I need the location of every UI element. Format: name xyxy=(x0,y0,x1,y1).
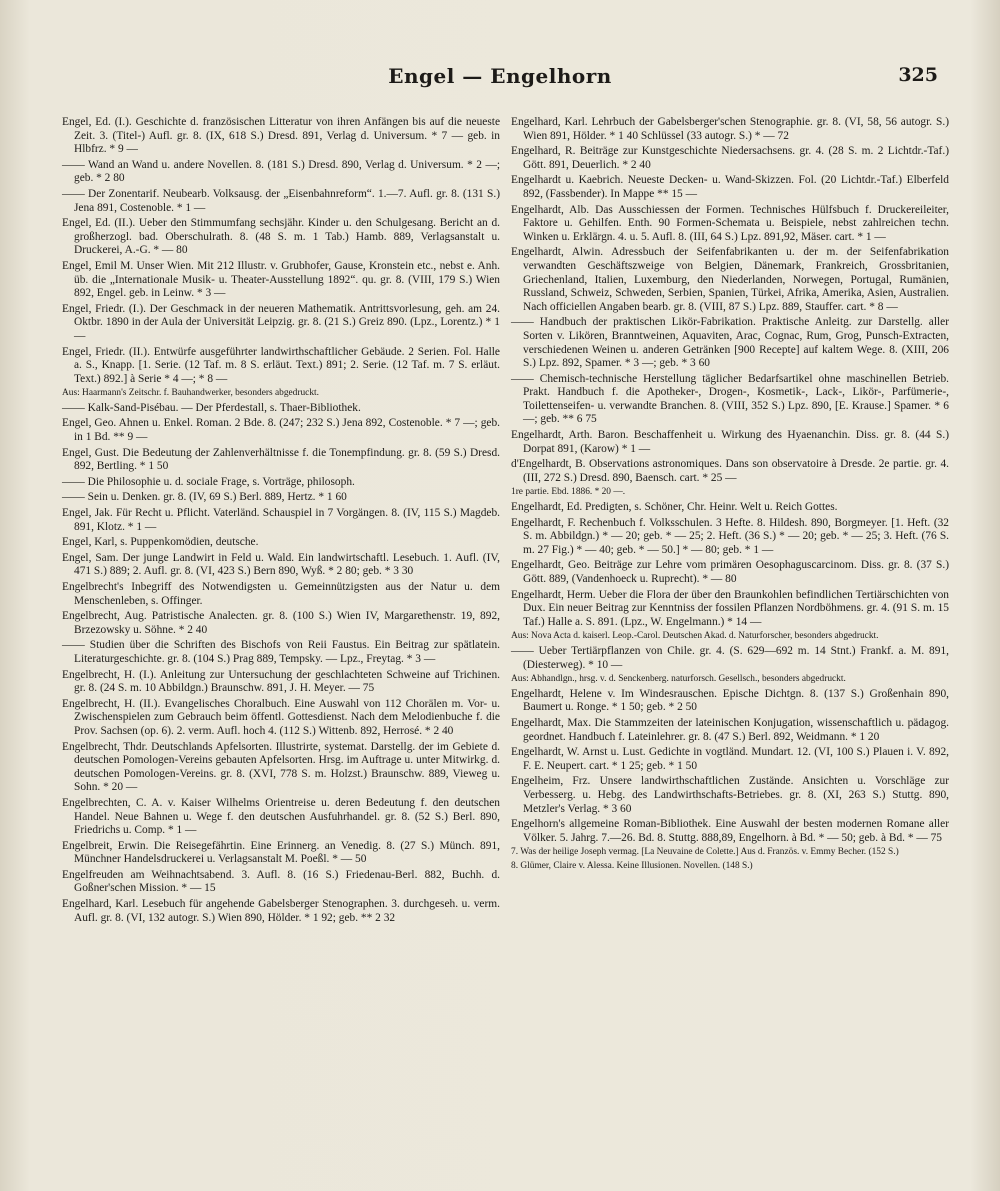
bibliography-entry: —— Chemisch-technische Herstellung täglicher Bedarfsartikel ohne maschinellen Betrieb. Prakt. Handbuch f. die Apotheker-, Drogen-, Kosmetik-, Lack-, Likör-, Parfümerie-, Toilettenseifen- u. verwandte Branchen. 8. (VIII, 352 S.) Lpz. 890, [E. Krause.] Spamer. * 6 —; geb. ** 6 75 xyxy=(511,372,949,426)
bibliography-entry: Engel, Geo. Ahnen u. Enkel. Roman. 2 Bde. 8. (247; 232 S.) Jena 892, Costenoble. * 7 —; geb. in 1 Bd. ** 9 — xyxy=(62,417,500,444)
bibliography-entry: Engel, Karl, s. Puppenkomödien, deutsche. xyxy=(62,536,259,549)
bibliography-entry: —— Die Philosophie u. d. sociale Frage, s. Vorträge, philosoph. xyxy=(62,475,355,488)
bibliography-entry: Engelheim, Frz. Unsere landwirthschaftlichen Zustände. Ansichten u. Vorschläge zur Verbesserg. u. Hebg. des Landwirthschafts-Betriebes. gr. 8. (XI, 263 S.) Stuttg. 890, Metzler's Verlag. * 3 60 xyxy=(511,775,949,815)
bibliography-entry: 8. Glümer, Claire v. Alessa. Keine Illusionen. Novellen. (148 S.) xyxy=(511,860,753,871)
bibliography-entry: Engelhard, R. Beiträge zur Kunstgeschichte Niedersachsens. gr. 4. (28 S. m. 2 Lichtdr.-Taf.) Gött. 891, Deuerlich. * 2 40 xyxy=(511,145,949,171)
bibliography-entry: 7. Was der heilige Joseph vermag. [La Neuvaine de Colette.] Aus d. Französ. v. Emmy Becher. (152 S.) xyxy=(511,847,899,858)
bibliography-entry: Engelhardt, Alb. Das Ausschiessen der Formen. Technisches Hülfsbuch f. Druckereileiter, Faktore u. Gehilfen. Enth. 90 Formen-Schemata u. Beispiele, nebst zahlreichen techn. Winken u. Erklärgn. 4. u. 5. Aufl. 8. (III, 64 S.) Lpz. 891,92, Mäser. cart. * 1 — xyxy=(511,203,949,243)
bibliography-entry: Engel, Ed. (I.). Geschichte d. französischen Litteratur von ihren Anfängen bis auf die neueste Zeit. 3. (Titel-) Aufl. gr. 8. (IX, 618 S.) Dresd. 891, Verlag d. Universum. * 7 — geb. in Hlbfrz. * 9 — xyxy=(62,116,500,156)
bibliography-entry: Engelbrecht, Thdr. Deutschlands Apfelsorten. Illustrirte, systemat. Darstellg. der im Gebiete d. deutschen Pomologen-Vereins gebauten Apfelsorten. Hrsg. im Auftrage u. unter Mitwirkg. d. deutschen Pomologen-Vereins. gr. 8. (XVI, 778 S. m. Holzst.) Braunschw. 889, Vieweg u. Sohn. * 20 — xyxy=(62,740,500,794)
bibliography-entry: Engelbrecht, H. (I.). Anleitung zur Untersuchung der geschlachteten Schweine auf Trichinen. gr. 8. (24 S. m. 10 Abbildgn.) Braunschw. 891, J. H. Meyer. — 75 xyxy=(62,668,500,695)
bibliography-entry: —— Sein u. Denken. gr. 8. (IV, 69 S.) Berl. 889, Hertz. * 1 60 xyxy=(62,491,347,504)
bibliography-entry: Engelhardt, Ed. Predigten, s. Schöner, Chr. Heinr. Welt u. Reich Gottes. xyxy=(511,501,838,514)
bibliography-entry: Engelbrecht, Aug. Patristische Analecten. gr. 8. (100 S.) Wien IV, Margarethenstr. 19, 892, Brzezowsky u. Söhne. * 2 40 xyxy=(62,610,500,636)
bibliography-entry: Aus: Haarmann's Zeitschr. f. Bauhandwerker, besonders abgedruckt. xyxy=(62,388,319,399)
bibliography-entry: 1re partie. Ebd. 1886. * 20 —. xyxy=(511,487,626,498)
page-header xyxy=(0,64,1000,94)
bibliography-entry: Engelhardt, Max. Die Stammzeiten der lateinischen Konjugation, wissenschaftlich u. pädagog. geordnet. Handbuch f. Lateinlehrer. gr. 8. (47 S.) Berl. 892, Weidmann. * 1 20 xyxy=(511,716,949,743)
bibliography-entry: Engel, Gust. Die Bedeutung der Zahlenverhältnisse f. die Tonempfindung. gr. 8. (59 S.) Dresd. 892, Bertling. * 1 50 xyxy=(62,446,500,473)
running-head-title: Engel — Engelhorn xyxy=(388,64,612,88)
page-number: 325 xyxy=(898,64,938,86)
bibliography-entry: Engel, Ed. (II.). Ueber den Stimmumfang sechsjähr. Kinder u. den Schulgesang. Bericht an d. großherzogl. bad. Oberschulrath. 8. (48 S. m. 1 Tab.) Hamb. 889, Verlagsanstalt u. Druckerei, A.-G. * — 80 xyxy=(62,217,500,257)
bibliography-entry: Aus: Abhandlgn., hrsg. v. d. Senckenberg. naturforsch. Gesellsch., besonders abgedruckt. xyxy=(511,674,846,685)
bibliography-entry: Engelbrecht's Inbegriff des Notwendigsten u. Gemeinnützigsten aus der Natur u. dem Menschenleben, s. Offinger. xyxy=(62,581,500,607)
bibliography-entry: Engelhardt, F. Rechenbuch f. Volksschulen. 3 Hefte. 8. Hildesh. 890, Borgmeyer. [1. Heft. (32 S. m. Abbildgn.) * — 20; geb. * — 25; 2. Heft. (36 S.) * — 20; geb. * — 25; 3. Heft. (76 S. m. 27 Fig.) * — 40; geb. * — 50.] * — 80; geb. * 1 — xyxy=(511,516,949,556)
bibliography-entry: Engelhardt, Herm. Ueber die Flora der über den Braunkohlen befindlichen Tertiärschichten von Dux. Ein neuer Beitrag zur Kenntniss der fossilen Pflanzen Nordböhmens. gr. 4. (91 S. m. 15 Taf.) Halle a. S. 891. (Lpz., W. Engelmann.) * 14 — xyxy=(511,588,949,628)
bibliography-entry: —— Der Zonentarif. Neubearb. Volksausg. der „Eisenbahnreform“. 1.—7. Aufl. gr. 8. (131 S.) Jena 891, Costenoble. * 1 — xyxy=(62,187,500,214)
bibliography-entry: d'Engelhardt, B. Observations astronomiques. Dans son observatoire à Dresde. 2e partie. gr. 4. (III, 272 S.) Dresd. 890, Baensch. cart. * 25 — xyxy=(511,458,949,484)
bibliography-entry: Engelhorn's allgemeine Roman-Bibliothek. Eine Auswahl der besten modernen Romane aller Völker. 5. Jahrg. 7.—26. Bd. 8. Stuttg. 888,89, Engelhorn. à Bd. * — 50; geb. à Bd. * — 75 xyxy=(511,818,949,844)
left-column xyxy=(62,116,500,927)
bibliography-entry: Engelhardt, Arth. Baron. Beschaffenheit u. Wirkung des Hyaenanchin. Diss. gr. 8. (44 S.) Dorpat 891, (Karow) * 1 — xyxy=(511,429,949,455)
bibliography-entry: Engelhardt, Helene v. Im Windesrauschen. Epische Dichtgn. 8. (137 S.) Großenhain 890, Baumert u. Ronge. * 1 50; geb. * 2 50 xyxy=(511,687,949,714)
bibliography-entry: Engelfreuden am Weihnachtsabend. 3. Aufl. 8. (16 S.) Friedenau-Berl. 882, Buchh. d. Goßner'schen Mission. * — 15 xyxy=(62,868,500,895)
bibliography-entry: —— Handbuch der praktischen Likör-Fabrikation. Praktische Anleitg. zur Darstellg. aller Sorten v. Likören, Branntweinen, Aquaviten, Arac, Cognac, Rum, Grog, Punsch-Extracten, verschiedenen Weinen u. anderen Getränken [900 Recepte] auf kaltem Wege. 8. (XIII, 206 S.) Lpz. 892, Spamer. * 3 —; geb. * 3 60 xyxy=(511,316,949,370)
bibliography-entry: Engelhardt, Geo. Beiträge zur Lehre vom primären Oesophaguscarcinom. Diss. gr. 8. (37 S.) Gött. 889, (Vandenhoeck u. Ruprecht). * — 80 xyxy=(511,559,949,585)
bibliography-entry: Engelhardt, W. Arnst u. Lust. Gedichte in vogtländ. Mundart. 12. (VI, 100 S.) Plauen i. V. 892, F. E. Neupert. cart. * 1 25; geb. * 1 50 xyxy=(511,746,949,772)
bibliography-entry: Engelhard, Karl. Lehrbuch der Gabelsberger'schen Stenographie. gr. 8. (VI, 58, 56 autogr. S.) Wien 891, Hölder. * 1 40 Schlüssel (33 autogr. S.) * — 72 xyxy=(511,116,949,142)
bibliography-entry: Engel, Jak. Für Recht u. Pflicht. Vaterländ. Schauspiel in 7 Vorgängen. 8. (IV, 115 S.) Magdeb. 891, Klotz. * 1 — xyxy=(62,507,500,533)
bibliography-entry: Engelhardt, Alwin. Adressbuch der Seifenfabrikanten u. der m. der Seifenfabrikation verwandten Geschäftszweige von Belgien, Dänemark, Frankreich, Grossbritanien, Griechenland, Italien, Luxemburg, den Niederlanden, Norwegen, Portugal, Rumänien, Russland, Schweiz, Schweden, Serbien, Spanien, Türkei, Afrika, Amerika, Asien, Australien. Nach officiellen Angaben bearb. gr. 8. (VIII, 87 S.) Lpz. 889, Stauffer. cart. * 8 — xyxy=(511,246,949,313)
bibliography-entry: Engel, Emil M. Unser Wien. Mit 212 Illustr. v. Grubhofer, Gause, Kronstein etc., nebst e. Anh. üb. die „Internationale Musik- u. Theater-Ausstellung 1892“. qu. gr. 8. (VIII, 179 S.) Wien 892, Engel. geb. in Leinw. * 3 — xyxy=(62,259,500,300)
bibliography-entry: Engel, Friedr. (II.). Entwürfe ausgeführter landwirthschaftlicher Gebäude. 2 Serien. Fol. Halle a. S., Knapp. [1. Serie. (12 Taf. m. 8 S. erläut. Text.) 891; 2. Serie. (12 Taf. m. 7 S. erläut. Text.) 892.] à Serie * 4 —; * 8 — xyxy=(62,345,500,385)
bibliography-entry: Engelbrecht, H. (II.). Evangelisches Choralbuch. Eine Auswahl von 112 Chorälen m. Vor- u. Zwischenspielen zum Gebrauch beim öffentl. Gottesdienst. Nach dem Melodienbuche f. die Prov. Sachsen (op. 6). 2. verm. Aufl. hoch 4. (112 S.) Wittenb. 892, Herrosé. * 2 40 xyxy=(62,697,500,737)
bibliography-entry: Engelbreit, Erwin. Die Reisegefährtin. Eine Erinnerg. an Venedig. 8. (27 S.) Münch. 891, Münchner Handelsdruckerei u. Verlagsanstalt M. Poeßl. * — 50 xyxy=(62,839,500,866)
bibliography-entry: Engelhard, Karl. Lesebuch für angehende Gabelsberger Stenographen. 3. durchgeseh. u. verm. Aufl. gr. 8. (VI, 132 autogr. S.) Wien 890, Hölder. * 1 92; geb. ** 2 32 xyxy=(62,898,500,924)
bibliography-entry: —— Studien über die Schriften des Bischofs von Reii Faustus. Ein Beitrag zur spätlatein. Literaturgeschichte. gr. 8. (104 S.) Prag 889, Tempsky. — Lpz., Freytag. * 3 — xyxy=(62,639,500,665)
bibliography-entry: —— Kalk-Sand-Pisébau. — Der Pferdestall, s. Thaer-Bibliothek. xyxy=(62,401,361,414)
bibliography-entry: —— Ueber Tertiärpflanzen von Chile. gr. 4. (S. 629—692 m. 14 Stnt.) Frankf. a. M. 891, (Diesterweg). * 10 — xyxy=(511,644,949,671)
bibliography-entry: —— Wand an Wand u. andere Novellen. 8. (181 S.) Dresd. 890, Verlag d. Universum. * 2 —; geb. * 2 80 xyxy=(62,158,500,185)
bibliography-entry: Engel, Sam. Der junge Landwirt in Feld u. Wald. Ein landwirtschaftl. Lesebuch. 1. Aufl. (IV, 471 S.) 889; 2. Aufl. gr. 8. (VI, 423 S.) Bern 890, Wyß. * 2 80; geb. * 3 30 xyxy=(62,551,500,578)
right-column xyxy=(511,116,949,874)
bibliography-entry: Engelbrechten, C. A. v. Kaiser Wilhelms Orientreise u. deren Bedeutung f. den deutschen Handel. Neue Bahnen u. Wege f. den deutschen Ausfuhrhandel. gr. 8. (52 S.) Berl. 890, Friedrichs u. Comp. * 1 — xyxy=(62,796,500,837)
bibliography-entry: Engel, Friedr. (I.). Der Geschmack in der neueren Mathematik. Antrittsvorlesung, geh. am 24. Oktbr. 1890 in der Aula der Universität Leipzig. gr. 8. (21 S.) Greiz 890. (Lpz., Lorentz.) * 1 — xyxy=(62,302,500,342)
bibliography-entry: Aus: Nova Acta d. kaiserl. Leop.-Carol. Deutschen Akad. d. Naturforscher, besonders abgedruckt. xyxy=(511,631,879,642)
bibliography-entry: Engelhardt u. Kaebrich. Neueste Decken- u. Wand-Skizzen. Fol. (20 Lichtdr.-Taf.) Elberfeld 892, (Fassbender). In Mappe ** 15 — xyxy=(511,174,949,200)
